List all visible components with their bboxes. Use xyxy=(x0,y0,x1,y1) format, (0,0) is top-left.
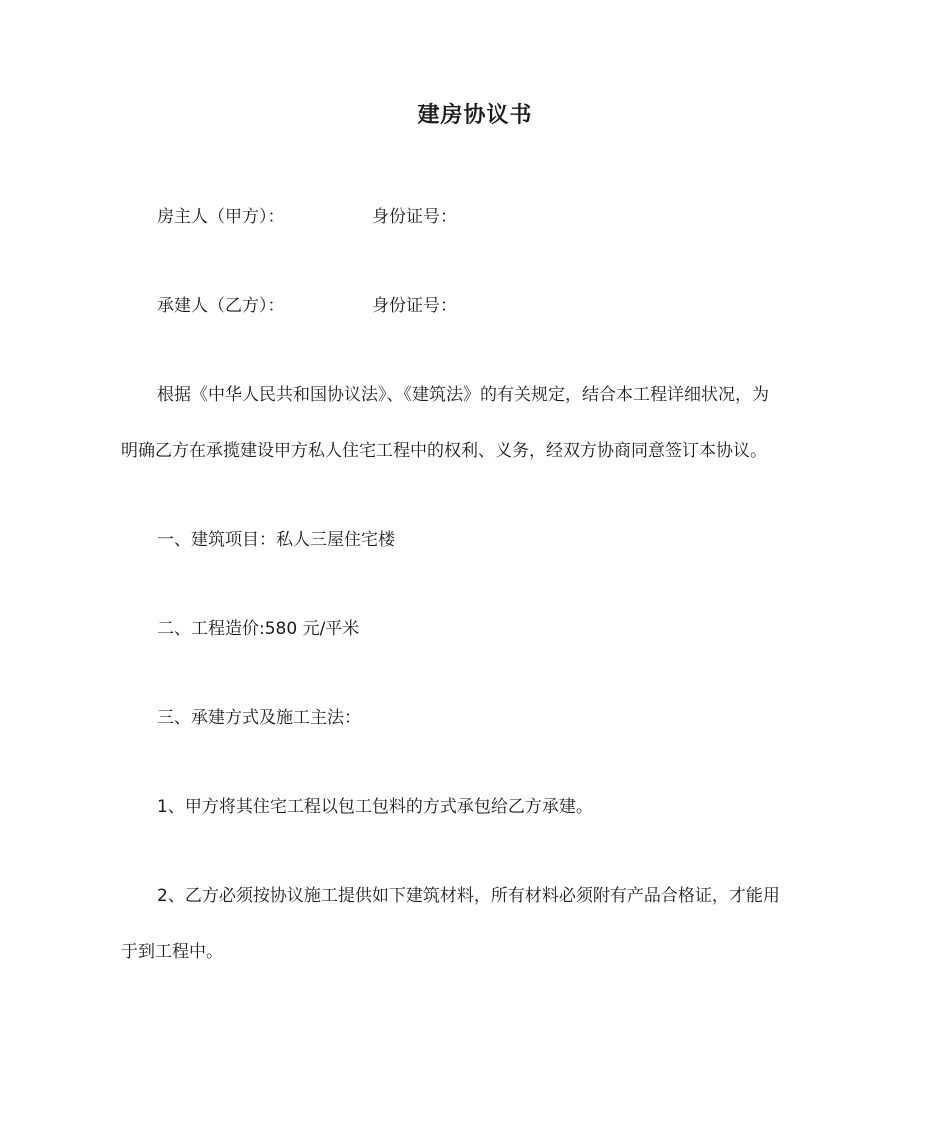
item-2-line-1: 2、乙方必须按协议施工提供如下建筑材料，所有材料必须附有产品合格证，才能用 xyxy=(157,886,780,906)
preamble-line-1: 根据《中华人民共和国协议法》、《建筑法》的有关规定，结合本工程详细状况，为 xyxy=(157,385,769,405)
section-building-project: 一、建筑项目：私人三屋住宅楼 xyxy=(157,530,395,550)
section-project-cost: 二、工程造价:580 元/平米 xyxy=(157,619,360,639)
party-b-label: 承建人（乙方）： xyxy=(157,296,285,316)
party-a-id-label: 身份证号： xyxy=(372,207,457,227)
document-title: 建房协议书 xyxy=(417,103,533,128)
item-1: 1、甲方将其住宅工程以包工包料的方式承包给乙方承建。 xyxy=(157,797,593,817)
party-a-row xyxy=(157,205,457,229)
party-a-label: 房主人（甲方）： xyxy=(157,207,285,227)
party-b-id-label: 身份证号： xyxy=(372,296,457,316)
section-construction-method: 三、承建方式及施工主法： xyxy=(157,708,361,728)
item-2-line-2: 于到工程中。 xyxy=(121,942,223,962)
party-b-row xyxy=(157,294,457,318)
preamble-line-2: 明确乙方在承揽建设甲方私人住宅工程中的权利、义务，经双方协商同意签订本协议。 xyxy=(121,441,767,461)
